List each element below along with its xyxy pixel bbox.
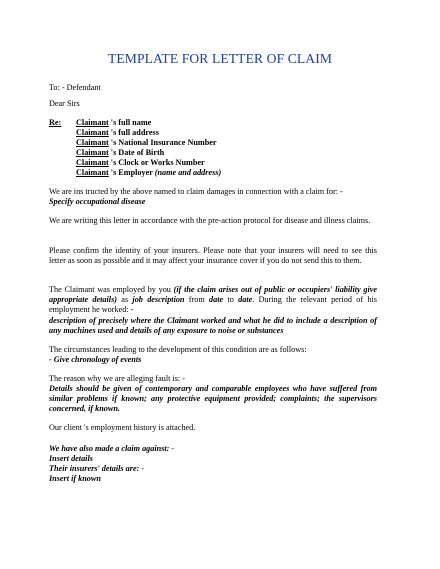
- chronology-placeholder: - Give chronology of events: [49, 355, 142, 364]
- salutation: Dear Sirs: [49, 99, 80, 108]
- paragraph-insurers: Please confirm the identity of your insurers. Please note that your insurers will need to see this letter as soon as possible and it may affect your insurance cover if you do not send this to them.: [49, 246, 377, 266]
- claim-against-line: We have also made a claim against: -: [49, 444, 175, 453]
- paragraph-circumstances: The circumstances leading to the development of this condition are as follows:: [49, 345, 307, 354]
- paragraph-employment: The Claimant was employed by you (if the claim arises out of public or occupiers' liability give appropriate details) as job description from date to date. During the relevant period of his employment he worked: - description of precisely where the Claimant worked and what he did to include a description of any machines used and details of any exposure to noise or substances: [49, 285, 377, 335]
- disease-placeholder: Specify occupational disease: [49, 197, 146, 206]
- insert-details-line: Insert details: [49, 454, 93, 463]
- paragraph-instructed: We are ins tructed by the above named to claim damages in connection with a claim for: -: [49, 187, 343, 196]
- re-item: Claimant 's full name: [76, 118, 152, 127]
- re-item: Claimant 's National Insurance Number: [76, 138, 217, 147]
- insurers-details-line: Their insurers' details are: -: [49, 464, 145, 473]
- re-item: Claimant 's Date of Birth: [76, 148, 165, 157]
- re-item: Claimant 's full address: [76, 128, 159, 137]
- re-item: Claimant 's Employer (name and address): [76, 168, 222, 177]
- re-label: Re:: [49, 118, 62, 127]
- insert-if-known-line: Insert if known: [49, 474, 101, 483]
- paragraph-fault: The reason why we are alleging fault is: -: [49, 374, 185, 383]
- paragraph-history: Our client 's employment history is attached.: [49, 423, 196, 432]
- re-item: Claimant 's Clock or Works Number: [76, 158, 205, 167]
- fault-details-placeholder: Details should be given of contemporary and comparable employees who have suffered from similar problems if known; any protective equipment provided; complaints; the supervisors concerned, if known.: [49, 384, 377, 414]
- to-line: To: - Defendant: [49, 83, 101, 92]
- document-title: TEMPLATE FOR LETTER OF CLAIM: [107, 51, 333, 66]
- paragraph-protocol: We are writing this letter in accordance with the pre-action protocol for disease and illness claims.: [49, 216, 371, 225]
